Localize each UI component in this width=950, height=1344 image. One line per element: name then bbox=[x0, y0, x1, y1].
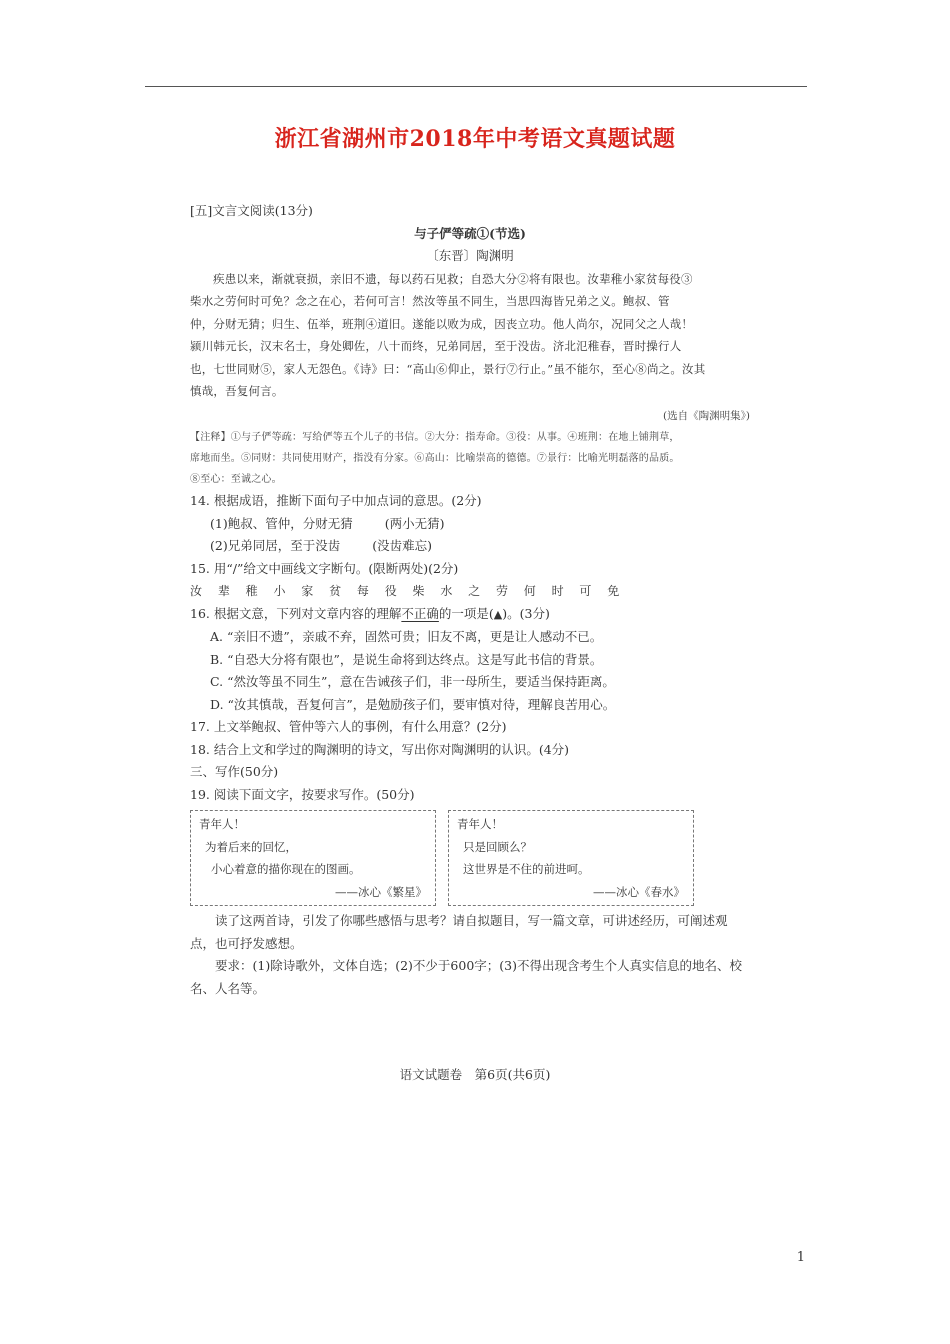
passage-line: 颍川韩元长，汉末名士，身处卿佐，八十而终，兄弟同居，至于没齿。济北氾稚春，晋时操行人 bbox=[190, 339, 682, 353]
poem-line: 青年人！ bbox=[199, 817, 245, 831]
scanned-exam-page bbox=[190, 200, 750, 1000]
writing-prompt: 读了这两首诗，引发了你哪些感悟与思考？请自拟题目，写一篇文章，可讲述经历，可阐述观点，也可抒发感想。 bbox=[190, 913, 728, 951]
question-14-item-1 bbox=[190, 513, 750, 536]
question-14-item-2-hint: (没齿难忘) bbox=[372, 538, 432, 553]
poem-line: 青年人！ bbox=[457, 817, 503, 831]
annotation-line: 席地而坐。⑤同财：共同使用财产，指没有分家。⑥高山：比喻崇高的德德。⑦景行：比喻光明磊落的品质。 bbox=[190, 453, 680, 464]
poem-boxes bbox=[190, 810, 750, 906]
question-16-prefix: 16. 根据文意，下列对文章内容的理解 bbox=[190, 605, 402, 621]
poem-chunshui bbox=[448, 810, 694, 906]
question-18: 18. 结合上文和学过的陶渊明的诗文，写出你对陶渊明的认识。(4分) bbox=[190, 741, 570, 757]
poem-fanxing bbox=[190, 810, 436, 906]
option-b: B. “自恐大分将有限也”，是说生命将到达终点。这是写此书信的背景。 bbox=[210, 651, 603, 667]
question-16-middle: 的一项是( bbox=[438, 605, 494, 621]
passage-line bbox=[190, 268, 750, 291]
answer-triangle-icon: ▲ bbox=[493, 607, 503, 621]
annotations bbox=[190, 427, 750, 490]
option-d: D. “汝其慎哉，吾复何言”，是勉励孩子们，要审慎对待，理解良苦用心。 bbox=[210, 696, 616, 712]
question-17: 17. 上文举鲍叔、管仲等六人的事例，有什么用意？(2分) bbox=[190, 719, 507, 734]
option-a: A. “亲旧不遗”，亲戚不弃，固然可贵；旧友不离，更是让人感动不已。 bbox=[210, 629, 603, 644]
passage-line: 慎哉，吾复何言。 bbox=[190, 384, 284, 398]
passage-body bbox=[190, 268, 750, 403]
poem-line: 小心着意的描你现在的图画。 bbox=[211, 862, 361, 876]
passage-line-text: 疾患以来，渐就衰损，亲旧不遗，每以药石见救；自恐大分②将有限也。汝辈稚小家贫每役③ bbox=[213, 271, 693, 286]
poem-attribution: ——冰心《春水》 bbox=[593, 884, 685, 899]
section3-header: 三、写作(50分) bbox=[190, 764, 279, 779]
question-14: 14. 根据成语，推断下面句子中加点词的意思。(2分) bbox=[190, 493, 482, 508]
page-number: 1 bbox=[796, 1250, 805, 1265]
passage-line: 仲，分财无猜；归生、伍举，班荆④道旧。遂能以败为成，因丧立功。他人尚尔，况同父之人哉！ bbox=[190, 316, 694, 331]
poem-line: 只是回顾么？ bbox=[463, 839, 532, 854]
question-15-text: 汝 辈 稚 小 家 贫 每 役 柴 水 之 劳 何 时 可 免 bbox=[190, 584, 626, 598]
question-15: 15. 用“/”给文中画线文字断句。(限断两处)(2分) bbox=[190, 560, 459, 576]
question-16-suffix: )。(3分) bbox=[502, 605, 550, 621]
poem-attribution: ——冰心《繁星》 bbox=[335, 884, 427, 899]
passage-author: 〔东晋〕陶渊明 bbox=[426, 248, 514, 263]
poem-line: 这世界是不住的前进呵。 bbox=[463, 862, 590, 876]
annotation-line: 【注释】①与子俨等疏：写给俨等五个儿子的书信。②大分：指寿命。③役：从事。④班荆：在地上铺荆草， bbox=[190, 432, 680, 443]
poem-line: 为着后来的回忆， bbox=[205, 839, 297, 854]
section5-header: [五]文言文阅读(13分) bbox=[190, 203, 313, 218]
question-19: 19. 阅读下面文字，按要求写作。(50分) bbox=[190, 786, 415, 802]
page-title: 浙江省湖州市2018年中考语文真题试题 bbox=[274, 126, 676, 152]
question-14-item-1-text: (1)鲍叔、管仲，分财无猜 bbox=[210, 515, 353, 531]
question-14-item-2 bbox=[190, 535, 750, 558]
passage-line: 也，七世同财⑤，家人无怨色。《诗》曰：“高山⑥仰止，景行⑦行止。”虽不能尔，至心⑧尚之。汝其 bbox=[190, 361, 706, 376]
top-rule bbox=[145, 86, 807, 87]
passage-line: 柴水之劳何时可免？念之在心，若何可言！然汝等虽不同生，当思四海皆兄弟之义。鲍叔、管 bbox=[190, 294, 670, 308]
passage-source: (选自《陶渊明集》) bbox=[663, 409, 750, 422]
question-14-item-2-text: (2)兄弟同居，至于没齿 bbox=[210, 538, 341, 553]
annotation-line: ⑧至心：至诚之心。 bbox=[190, 474, 282, 485]
option-c: C. “然汝等虽不同生”，意在告诫孩子们，非一母所生，要适当保持距离。 bbox=[210, 674, 615, 689]
page-footer: 语文试题卷 第6页(共6页) bbox=[399, 1067, 551, 1082]
writing-requirements: 要求：(1)除诗歌外，文体自选；(2)不少于600字；(3)不得出现含考生个人真实信息的地名、校名、人名等。 bbox=[190, 958, 742, 996]
passage-title: 与子俨等疏①(节选) bbox=[414, 225, 526, 241]
question-16-emphasis: 不正确 bbox=[401, 605, 439, 621]
question-14-item-1-hint: (两小无猜) bbox=[384, 515, 445, 531]
question-16 bbox=[190, 603, 750, 627]
